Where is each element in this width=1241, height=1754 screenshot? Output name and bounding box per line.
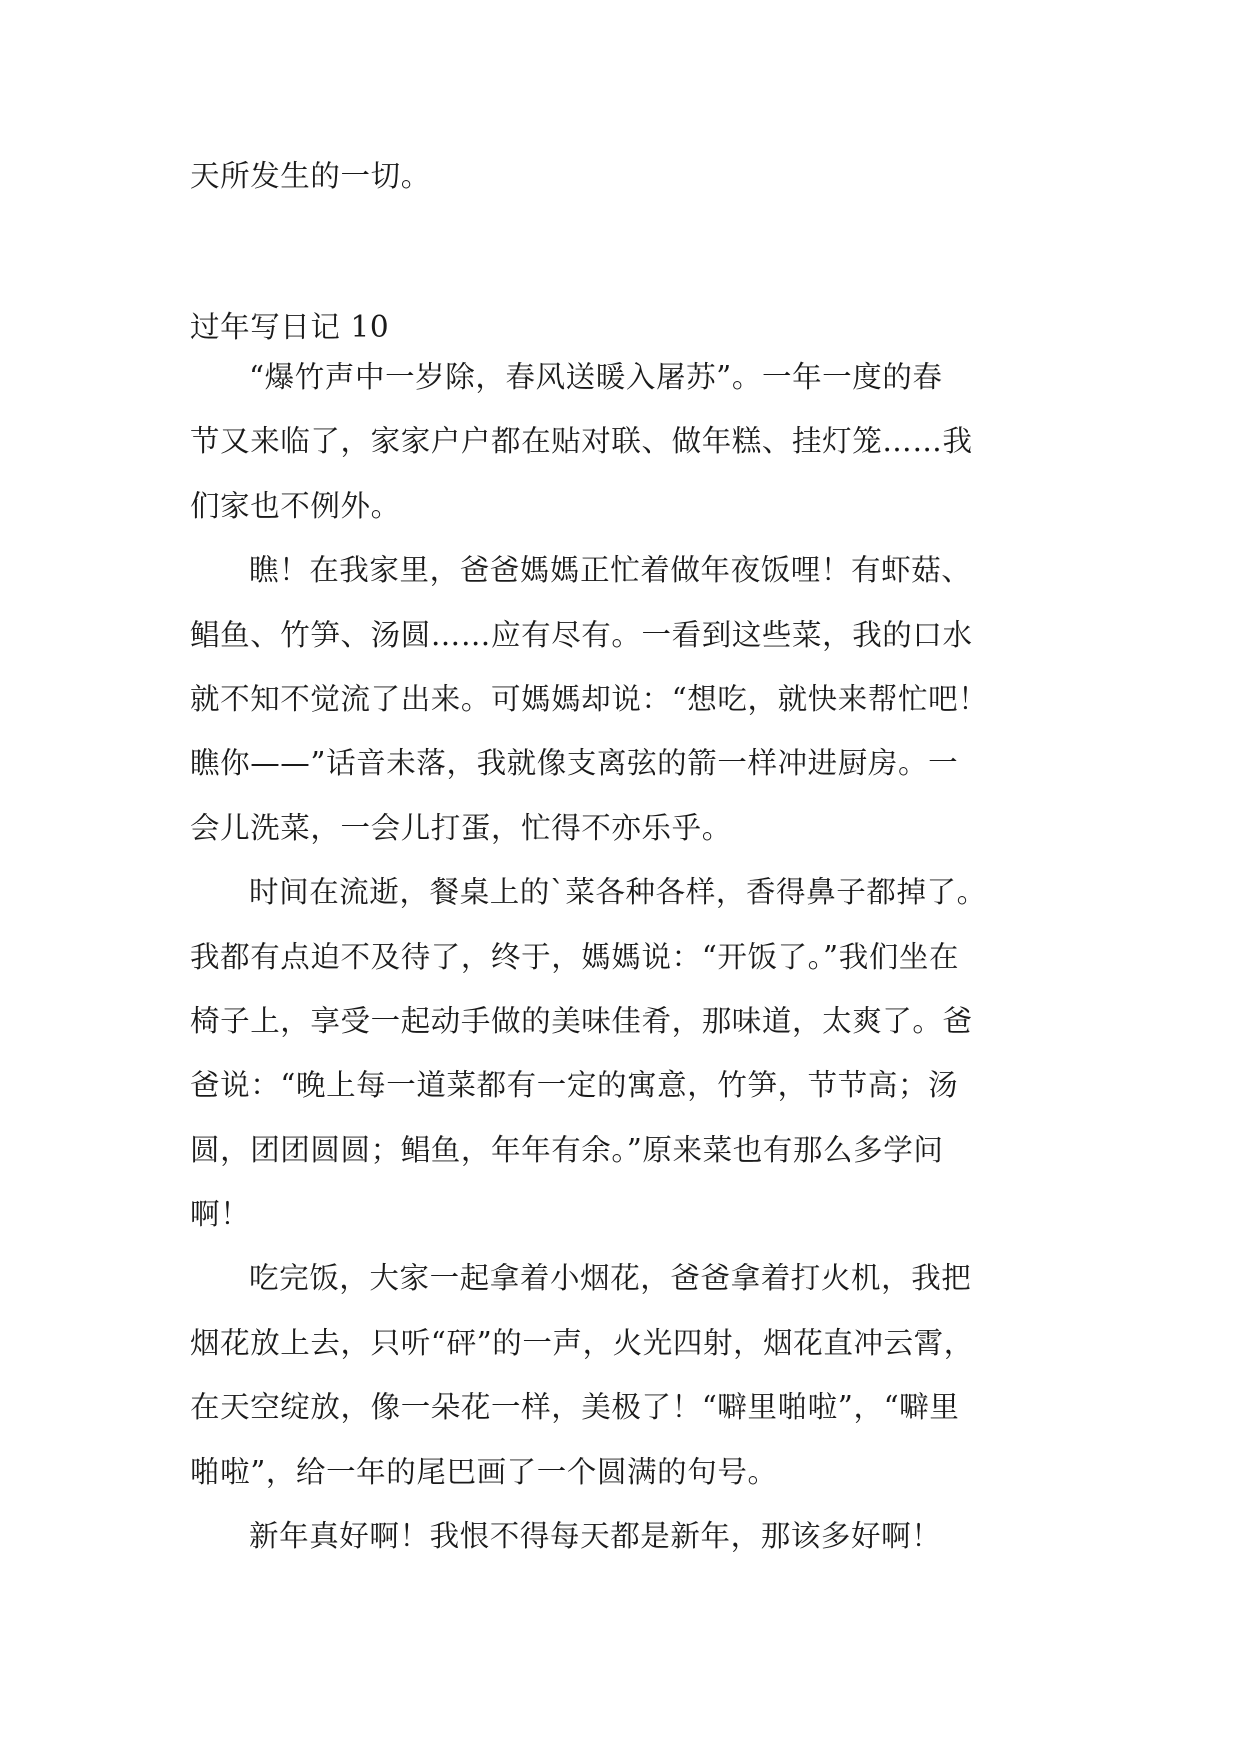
- paragraph-line: 圆，团团圆圆；鲳鱼，年年有余。”原来菜也有那么多学问: [190, 1132, 944, 1167]
- paragraph-line: 瞧你——”话音未落，我就像支离弦的箭一样冲进厨房。一: [190, 746, 959, 781]
- paragraph-line: “爆竹声中一岁除，春风送暖入屠苏”。一年一度的春: [249, 360, 943, 394]
- paragraph-line: 在天空绽放，像一朵花一样，美极了！“噼里啪啦”，“噼里: [190, 1390, 960, 1425]
- paragraph-line: 就不知不觉流了出来。可媽媽却说：“想吃，就快来帮忙吧！: [190, 681, 989, 716]
- paragraph-line: 时间在流逝，餐桌上的`菜各种各样，香得鼻子都掉了。: [249, 875, 987, 910]
- diary-title: 过年写日记 10: [190, 310, 390, 344]
- paragraph-4: [190, 1258, 1050, 1491]
- paragraph-line: 会儿洗菜，一会儿打蛋，忙得不亦乐乎。: [190, 810, 732, 845]
- paragraph-line: 我都有点迫不及待了，终于，媽媽说：“开饭了。”我们坐在: [190, 939, 960, 974]
- previous-text-tail: 天所发生的一切。: [190, 159, 431, 193]
- paragraph-1: [190, 357, 1050, 526]
- paragraph-line: 鲳鱼、竹笋、汤圆……应有尽有。一看到这些菜，我的口水: [190, 617, 973, 652]
- paragraph-line: 椅子上，享受一起动手做的美味佳肴，那味道，太爽了。爸: [190, 1003, 973, 1038]
- paragraph-line: 烟花放上去，只听“砰”的一声，火光四射，烟花直冲云霄，: [190, 1325, 974, 1360]
- paragraph-5: [190, 1516, 1050, 1556]
- paragraph-line: 们家也不例外。: [190, 488, 401, 523]
- paragraph-line: 瞧！在我家里，爸爸媽媽正忙着做年夜饭哩！有虾菇、: [249, 553, 972, 588]
- paragraph-line: 啊！: [190, 1197, 251, 1232]
- paragraph-line: 吃完饭，大家一起拿着小烟花，爸爸拿着打火机，我把: [249, 1261, 972, 1296]
- paragraph-3: [190, 872, 1050, 1234]
- paragraph-line: 节又来临了，家家户户都在贴对联、做年糕、挂灯笼……我: [190, 424, 973, 459]
- paragraph-2: [190, 550, 1050, 848]
- paragraph-line: 爸说：“晚上每一道菜都有一定的寓意，竹笋，节节高；汤: [190, 1068, 959, 1103]
- paragraph-line: 新年真好啊！我恨不得每天都是新年，那该多好啊！: [249, 1519, 942, 1554]
- paragraph-line: 啪啦”，给一年的尾巴画了一个圆满的句号。: [190, 1454, 778, 1489]
- document-body: [190, 156, 1050, 1580]
